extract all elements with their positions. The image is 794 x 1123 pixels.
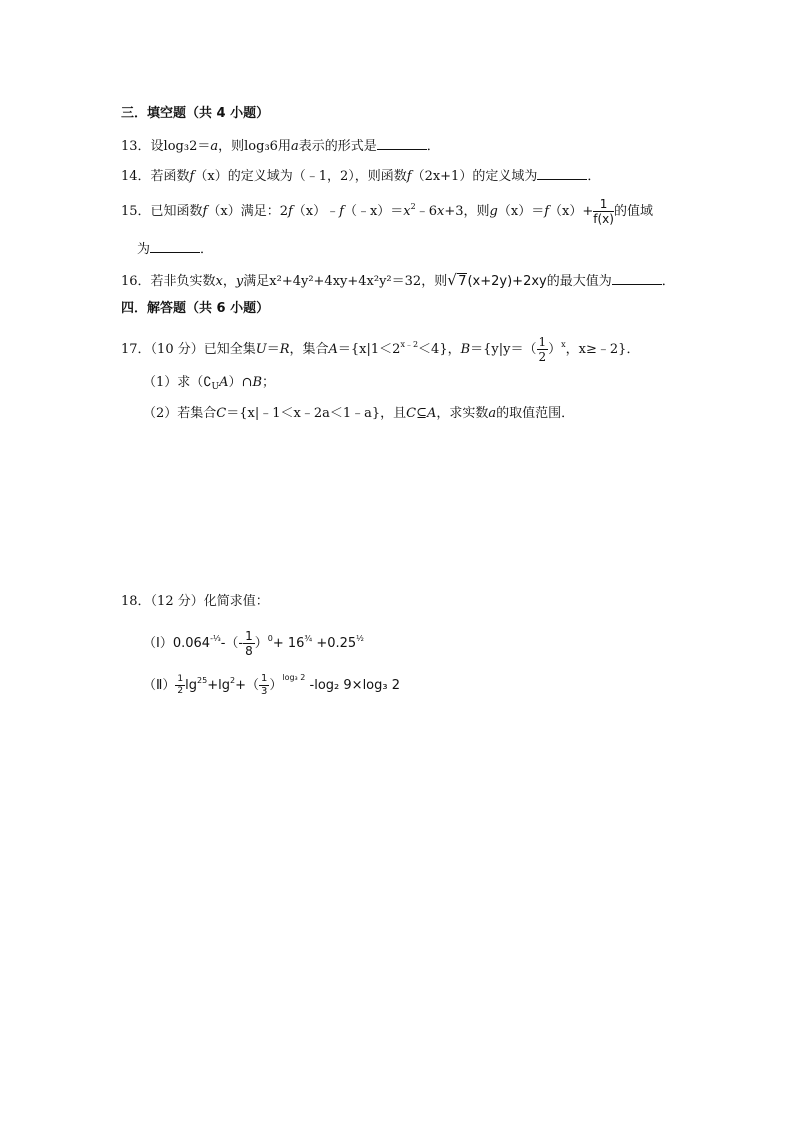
- q13-tail: 表示的形式是: [298, 139, 377, 154]
- q18-2-tail: -log₂ 9×log₃ 2: [309, 678, 400, 693]
- q17-1-text: （1）求（∁: [143, 375, 212, 390]
- q18-1-exp2: 0: [267, 634, 273, 643]
- q15-fraction: [593, 198, 614, 225]
- q18-1-m4: +0.25: [312, 636, 357, 651]
- question-18: [121, 593, 269, 611]
- q14-number: 14．若函数: [121, 169, 190, 184]
- q13-number: 13．设: [121, 139, 164, 154]
- q13-end: ．: [426, 139, 440, 154]
- q18-1-label: （Ⅰ）0.064: [143, 636, 211, 651]
- q15-x4: x: [403, 204, 411, 219]
- q13-log: log₃2: [163, 139, 198, 154]
- q13-answer-blank[interactable]: [377, 137, 427, 150]
- q15-x1: （x）: [207, 204, 241, 219]
- q16-sep: ，: [222, 274, 236, 289]
- q17-R: R: [279, 342, 290, 357]
- question-15-cont: [137, 240, 213, 259]
- q15-f4: f: [544, 204, 550, 219]
- q14-tail: 的定义域为: [472, 169, 538, 184]
- q17-setB2: ）: [548, 342, 562, 357]
- q17-number: 17．（10 分）已知全集: [121, 342, 256, 357]
- question-15: [121, 198, 653, 225]
- q17-1-end: ；: [262, 375, 276, 390]
- q17-2-C2: C: [406, 406, 417, 421]
- q17-mid: ，集合: [289, 342, 329, 357]
- q16-answer-blank[interactable]: [612, 272, 662, 285]
- q17-setA: ＝{x|1＜2: [337, 342, 401, 357]
- q14-end: ．: [587, 169, 601, 184]
- q17-2-A: A: [427, 406, 437, 421]
- q13-var-a2: a: [290, 139, 299, 154]
- q18-1-m2: ）: [254, 636, 268, 651]
- q15-g: g: [489, 204, 498, 219]
- q13-mid2: 用: [277, 139, 291, 154]
- q16-expr: (x+2y)+2xy: [467, 274, 547, 289]
- q18-2-exp2: 2: [229, 676, 236, 685]
- question-13: [121, 137, 440, 156]
- q17-2-a: a: [488, 406, 497, 421]
- q15-x5: x: [437, 204, 445, 219]
- q15-number: 15．已知函数: [121, 204, 203, 219]
- q15-square: 2: [410, 202, 416, 211]
- q18-1-exp1: -⅓: [210, 634, 221, 643]
- section-heading-solve: [121, 300, 269, 318]
- q15-rest: ﹣6: [415, 204, 438, 219]
- q18-1-exp4: ½: [356, 634, 364, 643]
- q15-frac-num: 1: [593, 198, 614, 212]
- question-18-part2: [143, 674, 400, 697]
- q15-plus3: +3，则: [444, 204, 490, 219]
- q17-1-rest: ）∩: [228, 375, 253, 390]
- q18-2-exp3: log₃ 2: [282, 673, 306, 682]
- q18-2-half: [175, 675, 185, 696]
- q15-end: ．: [200, 242, 214, 257]
- q18-1-m1: -（-: [220, 636, 244, 651]
- q17-setB3: ，x≥﹣2}．: [565, 342, 640, 357]
- q17-1-A: A: [219, 375, 229, 390]
- q17-exp2: x: [561, 340, 566, 349]
- q18-2-label: （Ⅱ）: [143, 678, 176, 693]
- q15-cont: 为: [137, 242, 151, 257]
- q18-1-exp3: ¾: [304, 634, 313, 643]
- q17-2-C: C: [216, 406, 227, 421]
- q16-number: 16．若非负实数: [121, 274, 216, 289]
- q18-1-frac-num: 1: [245, 629, 253, 643]
- q18-2-third-den: 3: [260, 686, 268, 697]
- question-18-part1: [143, 630, 364, 657]
- q14-f2: f: [406, 169, 412, 184]
- q17-U: U: [255, 342, 267, 357]
- q14-f: f: [189, 169, 195, 184]
- q14-mid: 的定义域为（﹣1，2），则函数: [227, 169, 407, 184]
- q18-1-frac-den: 8: [245, 644, 253, 658]
- question-17-part2: [143, 405, 574, 423]
- q13-log6: log₃6: [244, 139, 278, 154]
- q17-2-rest: ，求实数: [436, 406, 489, 421]
- q18-2-lg1: lg: [185, 678, 198, 693]
- q18-2-third: [259, 674, 269, 697]
- q15-x3: （﹣x）＝: [343, 204, 404, 219]
- q16-mid: 满足: [243, 274, 270, 289]
- section4-heading-text: 四．解答题（共 6 小题）: [121, 301, 270, 316]
- q17-setB: ＝{y|y＝（: [470, 342, 537, 357]
- q15-f3: f: [339, 204, 344, 219]
- q17-2-end: 的取值范围．: [496, 406, 575, 421]
- q15-f2: f: [287, 204, 293, 219]
- q16-end: ．: [661, 274, 675, 289]
- q17-setA2: ＜4}，: [418, 342, 461, 357]
- q16-equation: x²+4y²+4xy+4x²y²＝32: [269, 274, 422, 289]
- section3-heading-text: 三．填空题（共 4 小题）: [121, 106, 270, 121]
- q15-tail: 的值域: [613, 204, 653, 219]
- q14-x2: （2x+1）: [411, 169, 473, 184]
- q18-2-half-den: 2: [177, 686, 184, 696]
- q18-2-half-num: 1: [177, 674, 184, 684]
- q16-x: x: [215, 274, 223, 289]
- q15-x7: （x）+: [549, 204, 594, 219]
- q17-1-sub: U: [211, 382, 220, 392]
- q17-2-text: （2）若集合: [143, 406, 217, 421]
- q18-2-third-num: 1: [260, 673, 268, 684]
- q17-exp: x﹣2: [400, 340, 419, 349]
- q17-fraction: [537, 336, 549, 363]
- q18-2-p2: ）: [269, 678, 283, 693]
- q18-number: 18．（12 分）化简求值：: [121, 594, 269, 609]
- q18-1-fraction: [243, 630, 255, 657]
- q18-2-p1: +（: [235, 678, 259, 693]
- q15-f: f: [202, 204, 208, 219]
- q18-1-m3: + 16: [272, 636, 305, 651]
- q16-sqrt: [447, 273, 467, 291]
- q16-y: y: [235, 274, 244, 289]
- q15-x2: （x）﹣: [292, 204, 340, 219]
- q16-mid2: ，则: [421, 274, 448, 289]
- q17-2-subset: ⊆: [416, 406, 427, 421]
- q13-var-a: a: [210, 139, 219, 154]
- q15-x6: （x）＝: [497, 204, 545, 219]
- q15-answer-blank[interactable]: [150, 240, 200, 253]
- q17-frac-den: 2: [538, 350, 547, 364]
- question-14: [121, 167, 600, 186]
- q17-eq: ＝: [266, 342, 280, 357]
- section-heading-fill-in: [121, 105, 269, 123]
- q16-radicand: 7: [458, 274, 467, 289]
- q14-answer-blank[interactable]: [537, 167, 587, 180]
- q17-2-set: ＝{x|﹣1＜x﹣2a＜1﹣a}，且: [226, 406, 407, 421]
- q17-frac-num: 1: [538, 335, 547, 349]
- q17-B: B: [460, 342, 471, 357]
- question-17-part1: [143, 374, 275, 393]
- q16-tail: 的最大值为: [546, 274, 612, 289]
- question-16: [121, 272, 675, 291]
- q15-mid: 满足：2: [240, 204, 288, 219]
- q13-mid: ，则: [218, 139, 245, 154]
- q17-1-B: B: [252, 375, 262, 390]
- question-17: [121, 336, 639, 363]
- q15-frac-den: f(x): [593, 212, 614, 226]
- q18-2-exp1: 25: [197, 676, 208, 685]
- q17-A: A: [328, 342, 338, 357]
- q14-x1: （x）: [194, 169, 228, 184]
- q13-eq: ＝: [197, 139, 211, 154]
- q18-2-lg2: +lg: [207, 678, 230, 693]
